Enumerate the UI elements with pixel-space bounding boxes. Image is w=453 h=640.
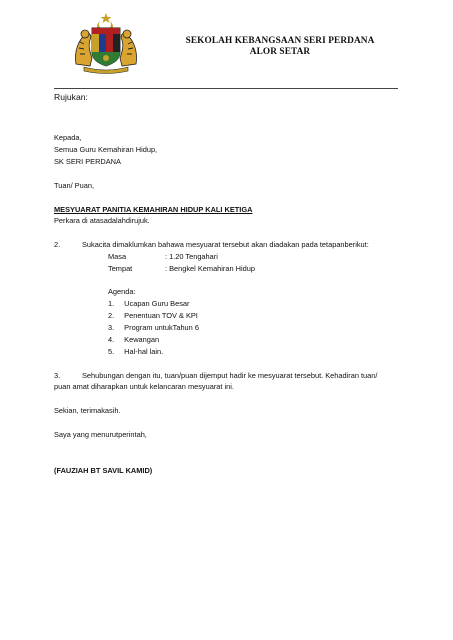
para2-text: Sukacita dimaklumkan bahawa mesyuarat tersebut akan diadakan pada tetapanberikut: <box>82 240 369 249</box>
agenda-item <box>108 335 159 344</box>
agenda-item-number: 1. <box>108 299 115 308</box>
para3-number: 3. <box>54 371 61 380</box>
recipient-line1: Semua Guru Kemahiran Hidup, <box>54 145 158 154</box>
detail-value-time: : 1.20 Tengahari <box>165 252 218 261</box>
school-name: SEKOLAH KEBANGSAAN SERI PERDANA <box>185 36 375 46</box>
letterhead <box>160 36 400 58</box>
agenda-item <box>108 323 199 332</box>
para3-line1: Sehubungan dengan itu, tuan/puan dijemput hadir ke mesyuarat tersebut. Kehadiran tuan/ <box>82 371 378 380</box>
para2-number: 2. <box>54 240 61 249</box>
agenda-item <box>108 311 198 320</box>
agenda-item-text: Hal-hal lain. <box>124 347 164 356</box>
reference-label: Rujukan: <box>54 92 88 102</box>
sign-off: Saya yang menurutperintah, <box>54 430 147 439</box>
agenda-item-number: 5. <box>108 347 115 356</box>
agenda-item-number: 4. <box>108 335 115 344</box>
agenda-item-text: Kewangan <box>124 335 160 344</box>
subject-heading: MESYUARAT PANITIA KEMAHIRAN HIDUP KALI KETIGA <box>54 205 253 214</box>
recipient-to: Kepada, <box>54 133 82 142</box>
signatory-name: (FAUZIAH BT SAVIL KAMID) <box>54 466 153 475</box>
detail-label-time: Masa <box>108 252 127 261</box>
para3-line2: puan amat diharapkan untuk kelancaran mesyuarat ini. <box>54 382 234 391</box>
agenda-item <box>108 299 190 308</box>
agenda-item-text: Ucapan Guru Besar <box>124 299 190 308</box>
agenda-item <box>108 347 163 356</box>
agenda-label: Agenda: <box>108 287 136 296</box>
agenda-item-text: Penentuan TOV & KPI <box>124 311 198 320</box>
greeting: Tuan/ Puan, <box>54 181 94 190</box>
closing-thanks: Sekian, terimakasih. <box>54 406 121 415</box>
agenda-item-number: 2. <box>108 311 115 320</box>
letterhead-divider <box>54 88 398 89</box>
detail-label-place: Tempat <box>108 264 133 273</box>
coat-of-arms-emblem <box>70 12 142 74</box>
subject-note: Perkara di atasadalahdirujuk. <box>54 216 150 225</box>
agenda-item-number: 3. <box>108 323 115 332</box>
recipient-line2: SK SERI PERDANA <box>54 157 121 166</box>
school-location: ALOR SETAR <box>249 47 311 57</box>
agenda-item-text: Program untukTahun 6 <box>124 323 199 332</box>
detail-value-place: : Bengkel Kemahiran Hidup <box>165 264 255 273</box>
